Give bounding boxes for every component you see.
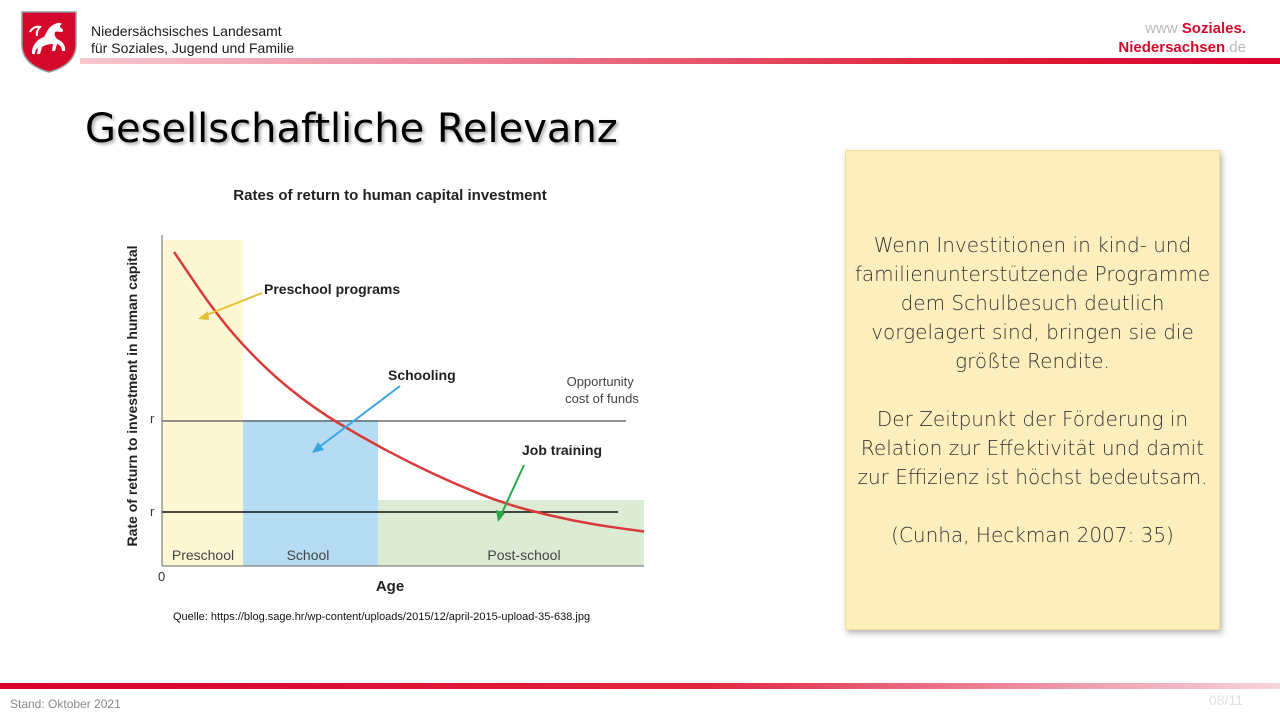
region-label-preschool: Preschool: [171, 547, 235, 563]
org-line-2: für Soziales, Jugend und Familie: [91, 40, 295, 56]
region-label-school: School: [286, 547, 330, 563]
region-preschool: [162, 240, 243, 566]
r-label-lower: r: [150, 504, 155, 519]
chart-title: Rates of return to human capital investment: [233, 187, 547, 204]
y-axis-label: Rate of return to investment in human capital: [124, 245, 140, 547]
footer-divider: [0, 683, 1280, 689]
r-label-upper: r: [150, 411, 155, 426]
origin-label: 0: [158, 569, 166, 584]
note-paragraph-1: Wenn Investitionen in kind- und familienunterstützende Programme dem Schulbesuch deutlich vorgelagert sind, bringen sie die größte Rendite.: [854, 233, 1211, 373]
image-source: Quelle: https://blog.sage.hr/wp-content/uploads/2015/12/april-2015-upload-35-638.jpg: [173, 611, 591, 623]
header-divider: [80, 58, 1280, 64]
org-line-1: Niedersächsisches Landesamt: [91, 23, 282, 39]
rates-of-return-chart: [110, 180, 670, 600]
brand-link[interactable]: [1118, 19, 1246, 57]
brand-de: .de: [1225, 39, 1246, 56]
lower-saxony-crest-logo: [20, 10, 78, 74]
brand-niedersachsen: Niedersachsen: [1118, 39, 1226, 56]
annotation-schooling: Schooling: [388, 367, 456, 383]
note-paragraph-2: Der Zeitpunkt der Förderung in Relation zur Effektivität und damit zur Effizienz ist höchst bedeutsam.: [857, 407, 1208, 489]
annotation-job-training: Job training: [522, 442, 603, 458]
annotation-preschool-programs: Preschool programs: [264, 281, 401, 297]
quote-note-box: [845, 150, 1220, 630]
date-stamp: Stand: Oktober 2021: [10, 697, 121, 711]
organization-name: [91, 23, 294, 57]
region-label-postschool: Post-school: [487, 547, 561, 563]
opportunity-cost-label: Opportunity cost of funds: [565, 374, 639, 406]
note-citation: (Cunha, Heckman 2007: 35): [891, 523, 1174, 547]
region-school: [243, 420, 378, 566]
x-axis-label: Age: [375, 578, 405, 595]
brand-soziales: Soziales.: [1181, 20, 1246, 37]
page-title: Gesellschaftliche Relevanz: [85, 106, 618, 152]
brand-www: www: [1145, 20, 1178, 37]
page-number: 08/11: [1209, 692, 1243, 708]
